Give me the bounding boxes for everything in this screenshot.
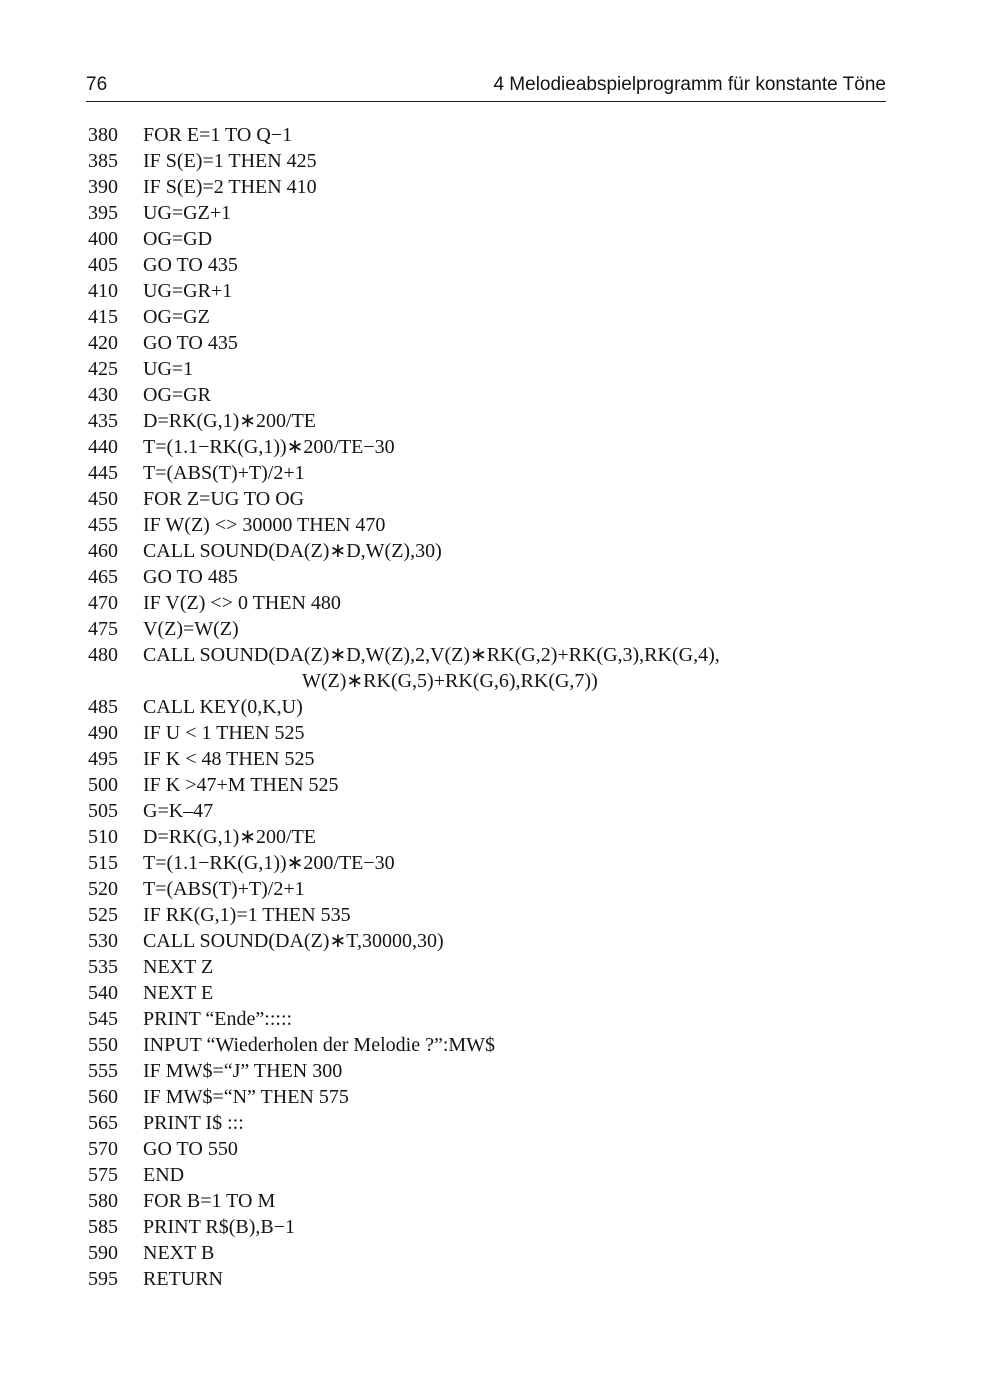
code-line: [88, 304, 928, 330]
code-line: [88, 798, 928, 824]
line-number: 550: [88, 1034, 118, 1056]
code-line: [88, 564, 928, 590]
statement: GO TO 435: [143, 332, 238, 354]
code-line: [88, 1240, 928, 1266]
line-number: 500: [88, 774, 118, 796]
statement: G=K–47: [143, 800, 214, 822]
page-number: 76: [86, 74, 108, 95]
code-line: [88, 642, 928, 668]
statement: GO TO 435: [143, 254, 238, 276]
page-header: [86, 72, 886, 102]
statement: GO TO 485: [143, 566, 238, 588]
statement: PRINT “Ende”:::::: [143, 1008, 293, 1030]
line-number: 525: [88, 904, 118, 926]
code-line: [88, 772, 928, 798]
line-number: 490: [88, 722, 118, 744]
line-number: 440: [88, 436, 118, 458]
code-line: [88, 928, 928, 954]
code-line: [88, 486, 928, 512]
code-line: [88, 720, 928, 746]
line-number: 415: [88, 306, 118, 328]
code-line: [88, 980, 928, 1006]
statement: IF RK(G,1)=1 THEN 535: [143, 904, 351, 926]
code-line: [88, 1266, 928, 1292]
statement: GO TO 550: [143, 1138, 238, 1160]
statement: IF K < 48 THEN 525: [143, 748, 315, 770]
statement: D=RK(G,1)∗200/TE: [143, 826, 317, 848]
statement: NEXT E: [143, 982, 214, 1004]
line-number: 435: [88, 410, 118, 432]
code-line: [88, 1136, 928, 1162]
statement: OG=GD: [143, 228, 213, 250]
code-line: [88, 226, 928, 252]
line-number: 395: [88, 202, 118, 224]
code-line: [88, 252, 928, 278]
statement: NEXT B: [143, 1242, 215, 1264]
code-line: [88, 616, 928, 642]
code-line: [88, 356, 928, 382]
statement: IF S(E)=1 THEN 425: [143, 150, 317, 172]
line-number: 405: [88, 254, 118, 276]
line-number: 400: [88, 228, 118, 250]
line-number: 450: [88, 488, 118, 510]
code-line: [88, 200, 928, 226]
line-number: 390: [88, 176, 118, 198]
code-line: [88, 902, 928, 928]
statement: IF MW$=“N” THEN 575: [143, 1086, 349, 1108]
statement: T=(1.1−RK(G,1))∗200/TE−30: [143, 852, 395, 874]
statement: FOR Z=UG TO OG: [143, 488, 305, 510]
statement: UG=GZ+1: [143, 202, 232, 224]
code-line: [88, 330, 928, 356]
line-number: 505: [88, 800, 118, 822]
line-number: 445: [88, 462, 118, 484]
statement: IF U < 1 THEN 525: [143, 722, 305, 744]
statement: T=(1.1−RK(G,1))∗200/TE−30: [143, 436, 395, 458]
code-line: [88, 1162, 928, 1188]
code-line: [88, 1110, 928, 1136]
line-number: 455: [88, 514, 118, 536]
statement-continuation: W(Z)∗RK(G,5)+RK(G,6),RK(G,7)): [302, 670, 598, 692]
line-number: 485: [88, 696, 118, 718]
code-continuation-line: [88, 668, 928, 694]
statement: RETURN: [143, 1268, 223, 1290]
line-number: 465: [88, 566, 118, 588]
code-line: [88, 850, 928, 876]
statement: OG=GR: [143, 384, 211, 406]
statement: T=(ABS(T)+T)/2+1: [143, 878, 305, 900]
statement: IF W(Z) <> 30000 THEN 470: [143, 514, 386, 536]
statement: CALL SOUND(DA(Z)∗D,W(Z),30): [143, 540, 442, 562]
line-number: 385: [88, 150, 118, 172]
code-line: [88, 122, 928, 148]
code-line: [88, 148, 928, 174]
statement: IF K >47+M THEN 525: [143, 774, 339, 796]
line-number: 480: [88, 644, 118, 666]
statement: UG=GR+1: [143, 280, 233, 302]
code-line: [88, 408, 928, 434]
line-number: 425: [88, 358, 118, 380]
statement: INPUT “Wiederholen der Melodie ?”:MW$: [143, 1034, 496, 1056]
statement: OG=GZ: [143, 306, 210, 328]
statement: IF S(E)=2 THEN 410: [143, 176, 317, 198]
line-number: 515: [88, 852, 118, 874]
code-line: [88, 174, 928, 200]
line-number: 545: [88, 1008, 118, 1030]
line-number: 410: [88, 280, 118, 302]
code-line: [88, 824, 928, 850]
line-number: 585: [88, 1216, 118, 1238]
statement: FOR E=1 TO Q−1: [143, 124, 293, 146]
statement: T=(ABS(T)+T)/2+1: [143, 462, 305, 484]
statement: PRINT R$(B),B−1: [143, 1216, 296, 1238]
line-number: 460: [88, 540, 118, 562]
code-line: [88, 1032, 928, 1058]
line-number: 520: [88, 878, 118, 900]
line-number: 495: [88, 748, 118, 770]
code-line: [88, 460, 928, 486]
code-line: [88, 382, 928, 408]
line-number: 430: [88, 384, 118, 406]
header-rule: [86, 101, 886, 102]
statement: FOR B=1 TO M: [143, 1190, 276, 1212]
line-number: 420: [88, 332, 118, 354]
line-number: 580: [88, 1190, 118, 1212]
code-line: [88, 538, 928, 564]
statement: IF MW$=“J” THEN 300: [143, 1060, 343, 1082]
statement: D=RK(G,1)∗200/TE: [143, 410, 317, 432]
code-line: [88, 590, 928, 616]
code-line: [88, 1084, 928, 1110]
code-line: [88, 278, 928, 304]
statement: V(Z)=W(Z): [143, 618, 239, 640]
line-number: 475: [88, 618, 118, 640]
code-line: [88, 1214, 928, 1240]
line-number: 595: [88, 1268, 118, 1290]
code-line: [88, 512, 928, 538]
statement: CALL KEY(0,K,U): [143, 696, 303, 718]
line-number: 530: [88, 930, 118, 952]
code-line: [88, 434, 928, 460]
statement: END: [143, 1164, 185, 1186]
running-head: 4 Melodieabspielprogramm für konstante Töne: [493, 74, 886, 95]
statement: NEXT Z: [143, 956, 214, 978]
line-number: 570: [88, 1138, 118, 1160]
line-number: 470: [88, 592, 118, 614]
code-line: [88, 746, 928, 772]
line-number: 555: [88, 1060, 118, 1082]
line-number: 590: [88, 1242, 118, 1264]
code-line: [88, 1006, 928, 1032]
code-line: [88, 1188, 928, 1214]
basic-program-listing: [88, 122, 928, 1292]
line-number: 380: [88, 124, 118, 146]
statement: CALL SOUND(DA(Z)∗D,W(Z),2,V(Z)∗RK(G,2)+RK(G,3),RK(G,4),: [143, 644, 720, 666]
line-number: 565: [88, 1112, 118, 1134]
line-number: 535: [88, 956, 118, 978]
statement: IF V(Z) <> 0 THEN 480: [143, 592, 341, 614]
code-line: [88, 876, 928, 902]
line-number: 560: [88, 1086, 118, 1108]
statement: CALL SOUND(DA(Z)∗T,30000,30): [143, 930, 444, 952]
line-number: 575: [88, 1164, 118, 1186]
line-number: 540: [88, 982, 118, 1004]
line-number: 510: [88, 826, 118, 848]
code-line: [88, 1058, 928, 1084]
statement: UG=1: [143, 358, 194, 380]
code-line: [88, 694, 928, 720]
statement: PRINT I$ :::: [143, 1112, 244, 1134]
code-line: [88, 954, 928, 980]
